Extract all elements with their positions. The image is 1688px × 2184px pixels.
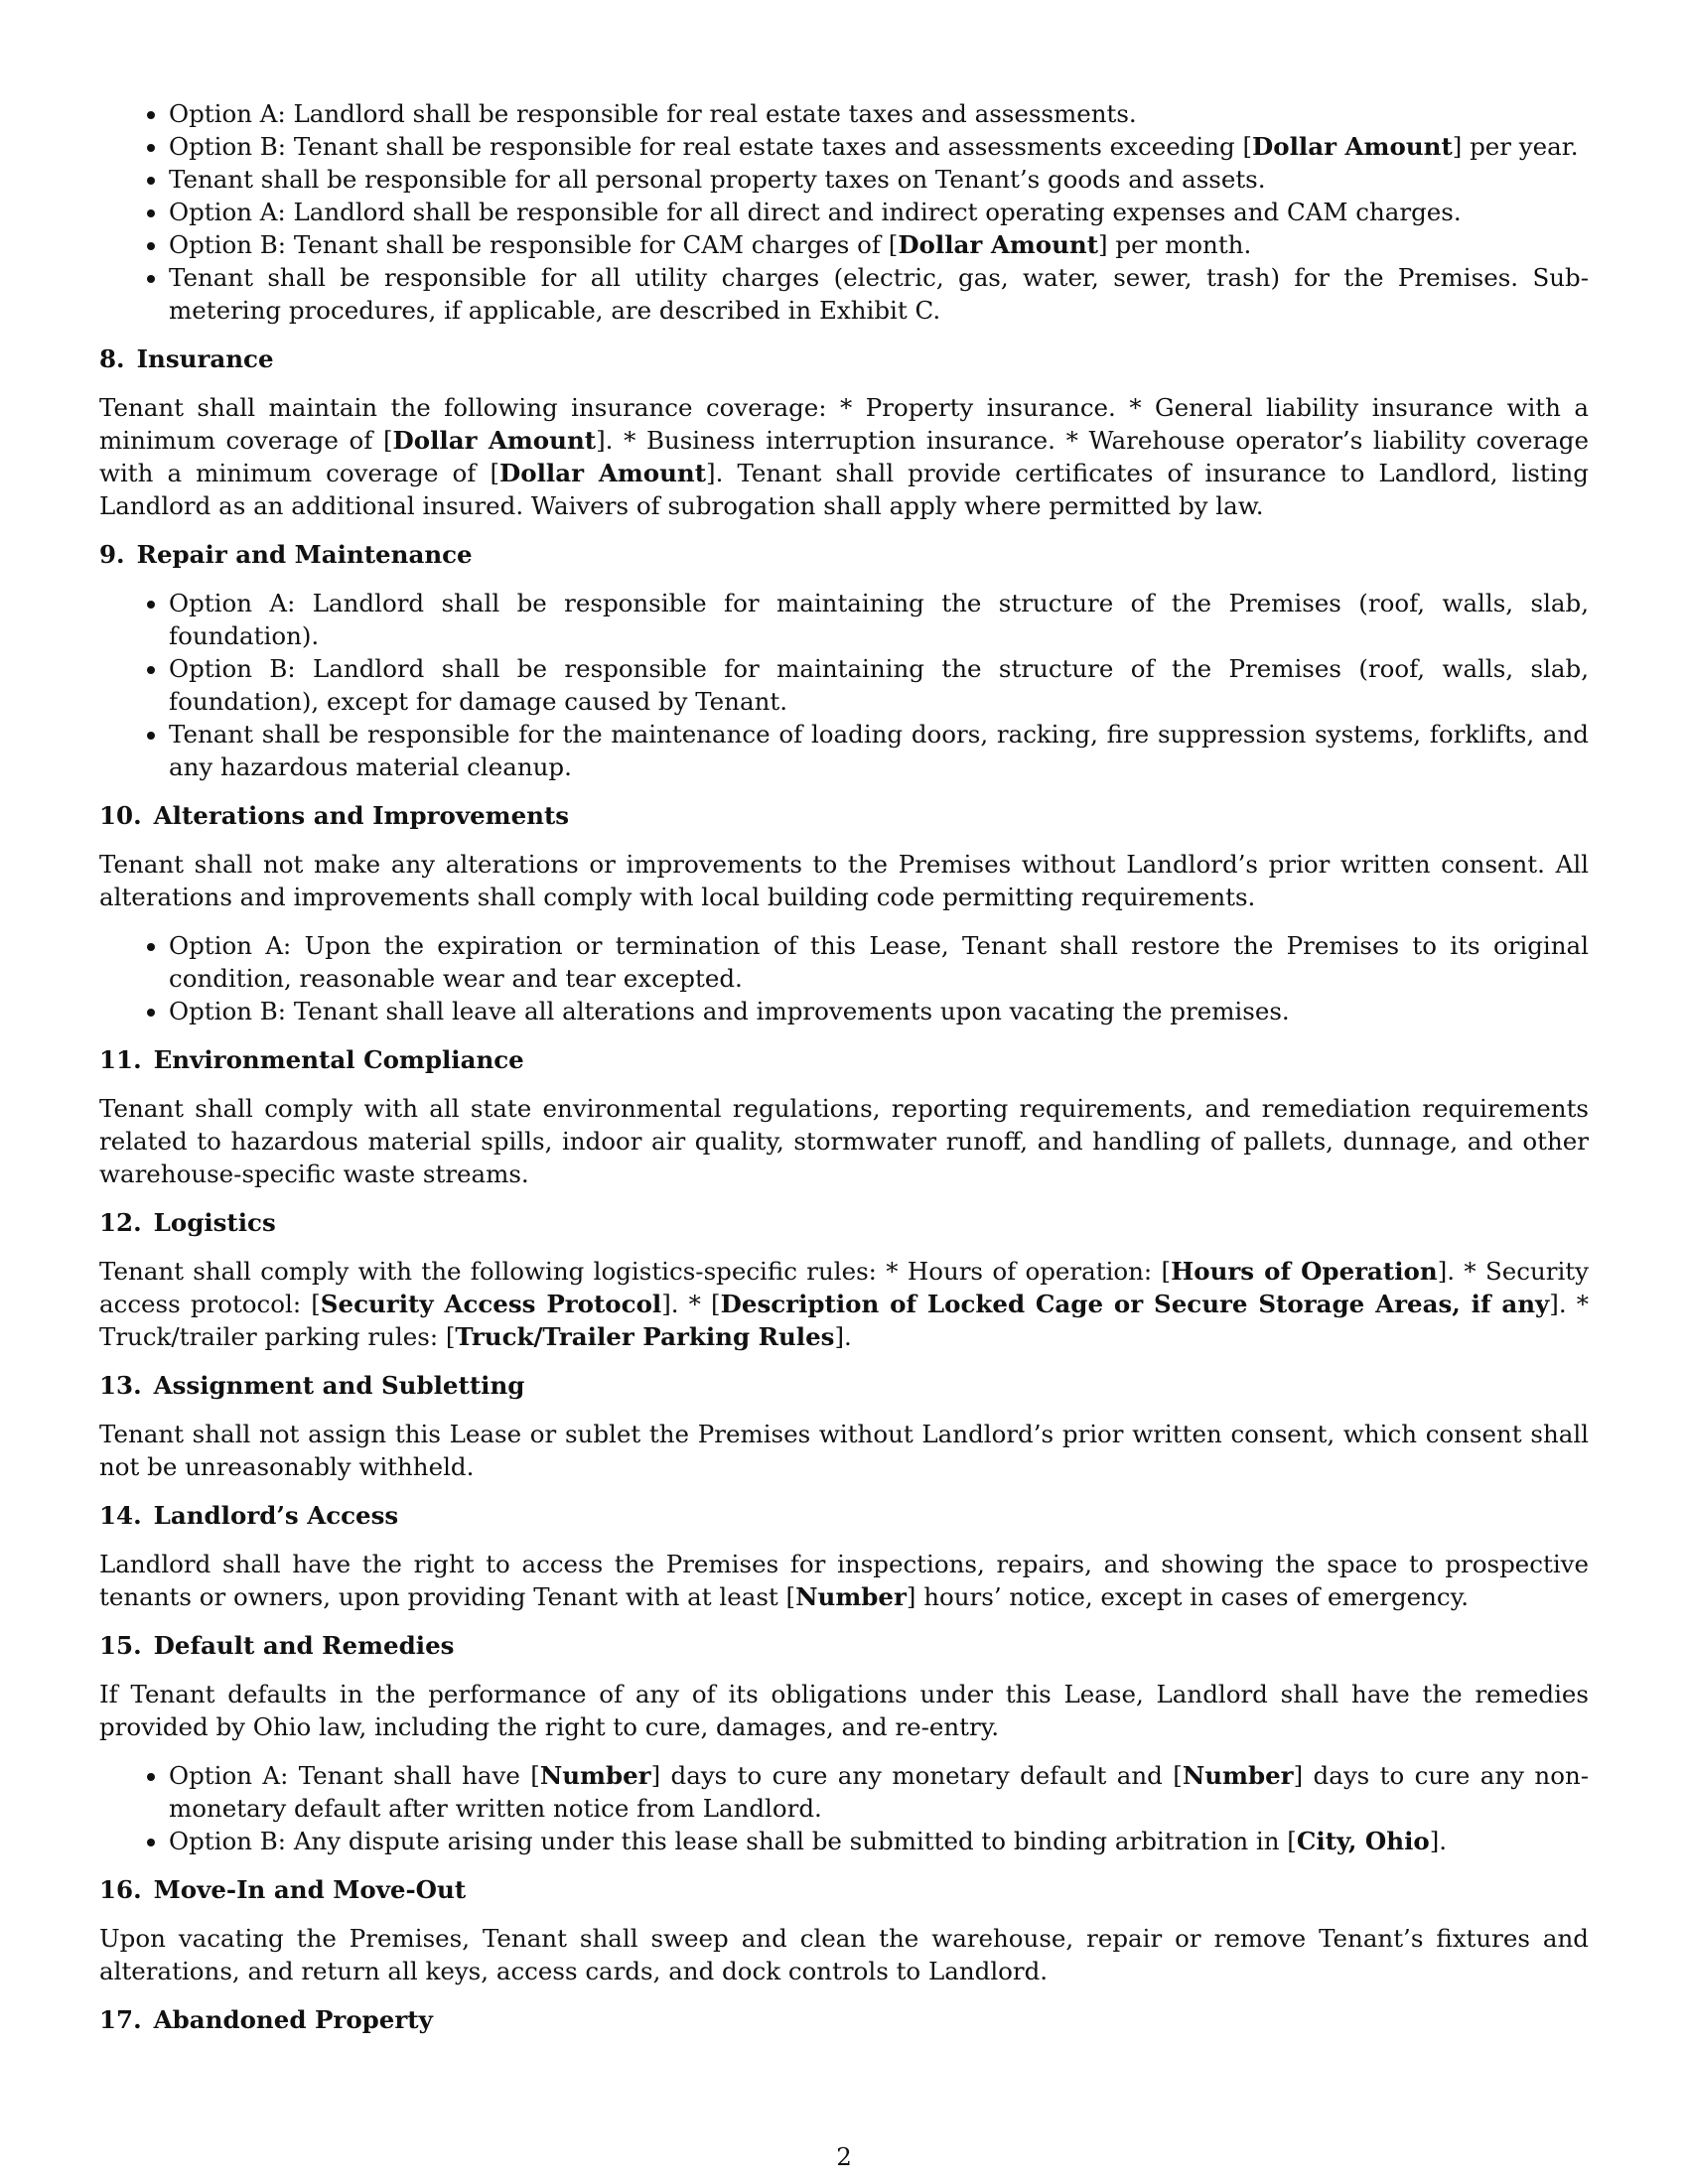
placeholder-field: Security Access Protocol <box>320 1290 662 1318</box>
list-item: • Option B: Any dispute arising under this lease shall be submitted to binding arbitration in [City, Ohio]. <box>169 1825 1589 1857</box>
placeholder-field: Truck/Trailer Parking Rules <box>455 1322 835 1351</box>
list-item: • Option A: Upon the expiration or termination of this Lease, Tenant shall restore the Premises to its original condition, reasonable wear and tear excepted. <box>169 929 1589 995</box>
logistics-paragraph: Tenant shall comply with the following logistics-specific rules: * Hours of operation: [Hours of Operation]. * Security access protocol: [Security Access Protocol]. * [Description of Locked Cage or Secure Storage Areas, if any]. * Truck/trailer parking rules: [Truck/Trailer Parking Rules]. <box>99 1257 1589 1351</box>
placeholder-field: City, Ohio <box>1296 1827 1430 1855</box>
placeholder-field: Number <box>795 1582 907 1611</box>
insurance-paragraph: Tenant shall maintain the following insurance coverage: * Property insurance. * General liability insurance with a minimum coverage of [Dollar Amount]. * Business interruption insurance. * Warehouse operator’s liability coverage with a minimum coverage of [Dollar Amount]. Tenant shall provide certificates of insurance to Landlord, listing Landlord as an additional insured. Waivers of subrogation shall apply where permitted by law. <box>99 393 1589 520</box>
alterations-paragraph: Tenant shall not make any alterations or improvements to the Premises without Landlord’s prior written consent. All alterations and improvements shall comply with local building code permitting requirements. <box>99 850 1589 911</box>
placeholder-field: Dollar Amount <box>392 426 597 455</box>
list-item: • Option A: Landlord shall be responsible for all direct and indirect operating expenses and CAM charges. <box>169 196 1589 228</box>
list-item: • Tenant shall be responsible for all utility charges (electric, gas, water, sewer, trash) for the Premises. Sub-metering procedures, if applicable, are described in Exhibit C. <box>169 261 1589 327</box>
environmental-paragraph: Tenant shall comply with all state environmental regulations, reporting requirements, and remediation requirements related to hazardous material spills, indoor air quality, stormwater runoff, and handling of pallets, dunnage, and other warehouse-specific waste streams. <box>99 1094 1589 1188</box>
section-heading-repair-maintenance: 9. Repair and Maintenance <box>99 540 473 569</box>
list-item: • Option A: Tenant shall have [Number] days to cure any monetary default and [Number] days to cure any non-monetary default after written notice from Landlord. <box>169 1759 1589 1825</box>
lease-page <box>99 97 1589 2052</box>
page-number: 2 <box>836 2142 852 2171</box>
landlord-access-paragraph: Landlord shall have the right to access the Premises for inspections, repairs, and showing the space to prospective tenants or owners, upon providing Tenant with at least [Number] hours’ notice, except in cases of emergency. <box>99 1550 1589 1611</box>
list-item: • Option B: Tenant shall be responsible for CAM charges of [Dollar Amount] per month. <box>169 228 1589 261</box>
list-item: • Option A: Landlord shall be responsible for maintaining the structure of the Premises (roof, walls, slab, foundation). <box>169 587 1589 652</box>
section-heading-move-in-out: 16. Move-In and Move-Out <box>99 1875 467 1904</box>
section-heading-landlord-access: 14. Landlord’s Access <box>99 1501 399 1530</box>
list-item: • Option A: Landlord shall be responsible for real estate taxes and assessments. <box>169 97 1589 130</box>
list-item: • Tenant shall be responsible for all personal property taxes on Tenant’s goods and assets. <box>169 163 1589 196</box>
placeholder-field: Number <box>1182 1761 1294 1790</box>
section-heading-default-remedies: 15. Default and Remedies <box>99 1631 455 1660</box>
placeholder-field: Description of Locked Cage or Secure Storage Areas, if any <box>720 1290 1550 1318</box>
alterations-bullet-list <box>99 929 1589 1027</box>
repair-bullet-list <box>99 587 1589 783</box>
placeholder-field: Number <box>539 1761 651 1790</box>
placeholder-field: Hours of Operation <box>1171 1257 1438 1286</box>
default-remedies-paragraph: If Tenant defaults in the performance of any of its obligations under this Lease, Landlord shall have the remedies provided by Ohio law, including the right to cure, damages, and re-entry. <box>99 1680 1589 1741</box>
assignment-paragraph: Tenant shall not assign this Lease or sublet the Premises without Landlord’s prior written consent, which consent shall not be unreasonably withheld. <box>99 1420 1589 1481</box>
section-heading-assignment: 13. Assignment and Subletting <box>99 1371 525 1400</box>
list-item: • Option B: Landlord shall be responsible for maintaining the structure of the Premises (roof, walls, slab, foundation), except for damage caused by Tenant. <box>169 652 1589 718</box>
placeholder-field: Dollar Amount <box>1252 132 1453 161</box>
default-remedies-bullet-list <box>99 1759 1589 1857</box>
placeholder-field: Dollar Amount <box>499 459 707 487</box>
section-heading-insurance: 8. Insurance <box>99 344 274 373</box>
list-item: • Tenant shall be responsible for the maintenance of loading doors, racking, fire suppression systems, forklifts, and any hazardous material cleanup. <box>169 718 1589 783</box>
list-item: • Option B: Tenant shall be responsible for real estate taxes and assessments exceeding [Dollar Amount] per year. <box>169 130 1589 163</box>
list-item: • Option B: Tenant shall leave all alterations and improvements upon vacating the premises. <box>169 995 1589 1027</box>
move-in-out-paragraph: Upon vacating the Premises, Tenant shall sweep and clean the warehouse, repair or remove Tenant’s fixtures and alterations, and return all keys, access cards, and dock controls to Landlord. <box>99 1924 1589 1985</box>
section-heading-abandoned-property: 17. Abandoned Property <box>99 2005 433 2034</box>
section-heading-logistics: 12. Logistics <box>99 1208 276 1237</box>
section-7-bullet-list <box>99 97 1589 327</box>
placeholder-field: Dollar Amount <box>898 230 1099 259</box>
section-heading-environmental: 11. Environmental Compliance <box>99 1045 524 1074</box>
section-heading-alterations: 10. Alterations and Improvements <box>99 801 570 830</box>
